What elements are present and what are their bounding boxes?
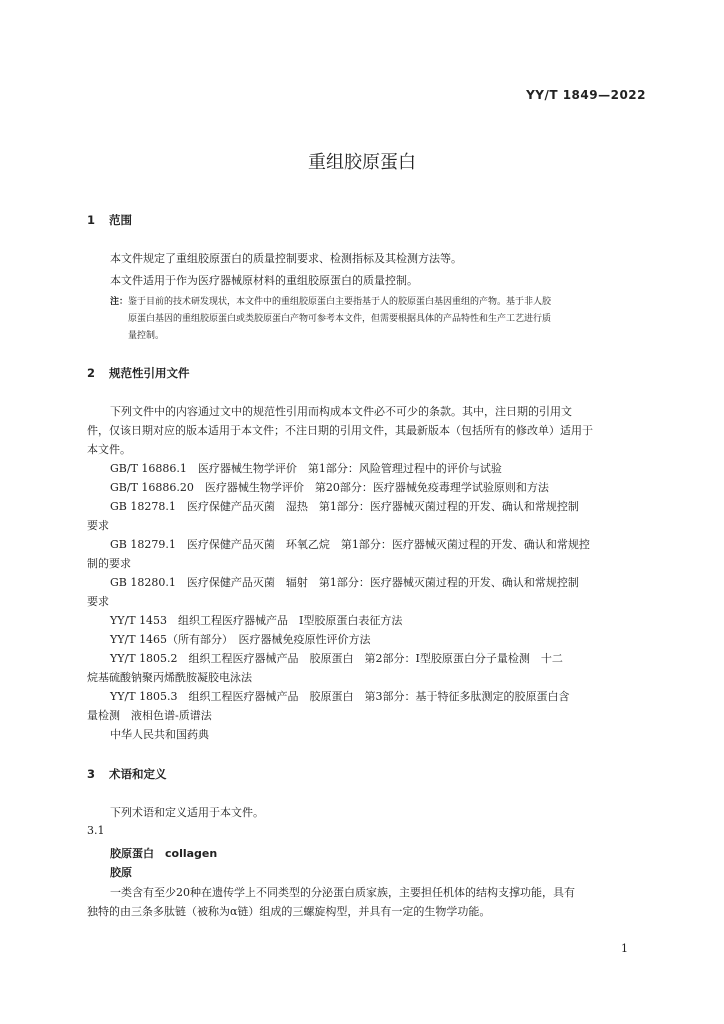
reference-gbt-16886-1: GB/T 16886.1 医疗器械生物学评价 第1部分：风险管理过程中的评价与试验	[110, 462, 502, 475]
reference-yyt-1453: YY/T 1453 组织工程医疗器械产品 Ⅰ型胶原蛋白表征方法	[110, 614, 403, 627]
reference-gbt-16886-20: GB/T 16886.20 医疗器械生物学评价 第20部分：医疗器械免疫毒理学试验原则和方法	[110, 481, 549, 494]
term-number: 3.1	[87, 824, 105, 837]
note-label: 注：	[110, 297, 129, 307]
references-intro-line-1: 下列文件中的内容通过文中的规范性引用而构成本文件必不可少的条款。其中，注日期的引用文	[110, 405, 572, 418]
reference-gb-18280-1-cont: 要求	[87, 595, 109, 608]
terms-intro: 下列术语和定义适用于本文件。	[110, 806, 264, 819]
scope-paragraph-1: 本文件规定了重组胶原蛋白的质量控制要求、检测指标及其检测方法等。	[110, 252, 462, 265]
term-definition-line-2: 独特的由三条多肽链（被称为α链）组成的三螺旋构型，并具有一定的生物学功能。	[87, 905, 491, 918]
reference-yyt-1805-3-cont: 量检测 液相色谱-质谱法	[87, 709, 212, 722]
reference-yyt-1805-2-cont: 烷基硫酸钠聚丙烯酰胺凝胶电泳法	[87, 671, 252, 684]
reference-pharmacopoeia: 中华人民共和国药典	[110, 728, 209, 741]
scope-paragraph-2: 本文件适用于作为医疗器械原材料的重组胶原蛋白的质量控制。	[110, 274, 418, 287]
section-number: 3	[87, 767, 96, 781]
reference-yyt-1805-2: YY/T 1805.2 组织工程医疗器械产品 胶原蛋白 第2部分：Ⅰ型胶原蛋白分子量检测 十二	[110, 652, 563, 665]
section-title: 规范性引用文件	[109, 366, 190, 380]
scope-note-line-2: 原蛋白基因的重组胶原蛋白或类胶原蛋白产物可参考本文件，但需要根据具体的产品特性和生产工艺进行质	[128, 314, 552, 324]
reference-yyt-1465: YY/T 1465（所有部分） 医疗器械免疫原性评价方法	[110, 633, 371, 646]
section-1-heading	[87, 212, 132, 228]
reference-gb-18279-1-cont: 制的要求	[87, 557, 131, 570]
document-title: 重组胶原蛋白	[308, 152, 416, 173]
section-title: 范围	[109, 213, 132, 227]
section-2-heading	[87, 365, 190, 381]
reference-gb-18280-1: GB 18280.1 医疗保健产品灭菌 辐射 第1部分：医疗器械灭菌过程的开发、确认和常规控制	[110, 576, 579, 589]
reference-gb-18279-1: GB 18279.1 医疗保健产品灭菌 环氧乙烷 第1部分：医疗器械灭菌过程的开发、确认和常规控	[110, 538, 590, 551]
section-title: 术语和定义	[109, 767, 167, 781]
section-3-heading	[87, 766, 167, 782]
standard-code: YY/T 1849—2022	[526, 88, 646, 102]
scope-note-line-1	[110, 294, 551, 307]
scope-note-line-3: 量控制。	[128, 331, 165, 341]
reference-gb-18278-1-cont: 要求	[87, 519, 109, 532]
term-definition-line-1: 一类含有至少20种在遗传学上不同类型的分泌蛋白质家族，主要担任机体的结构支撑功能，具有	[110, 886, 575, 899]
note-text: 鉴于目前的技术研发现状，本文件中的重组胶原蛋白主要指基于人的胶原蛋白基因重组的产物。基于非人胶	[128, 297, 552, 307]
term-name: 胶原蛋白 collagen	[110, 847, 218, 860]
section-number: 1	[87, 213, 96, 227]
reference-gb-18278-1: GB 18278.1 医疗保健产品灭菌 湿热 第1部分：医疗器械灭菌过程的开发、确认和常规控制	[110, 500, 579, 513]
references-intro-line-3: 本文件。	[87, 443, 131, 456]
page-number: 1	[621, 942, 628, 955]
references-intro-line-2: 件，仅该日期对应的版本适用于本文件；不注日期的引用文件，其最新版本（包括所有的修改单）适用于	[87, 424, 593, 437]
section-number: 2	[87, 366, 96, 380]
term-alternative: 胶原	[110, 866, 132, 879]
reference-yyt-1805-3: YY/T 1805.3 组织工程医疗器械产品 胶原蛋白 第3部分：基于特征多肽测定的胶原蛋白含	[110, 690, 570, 703]
